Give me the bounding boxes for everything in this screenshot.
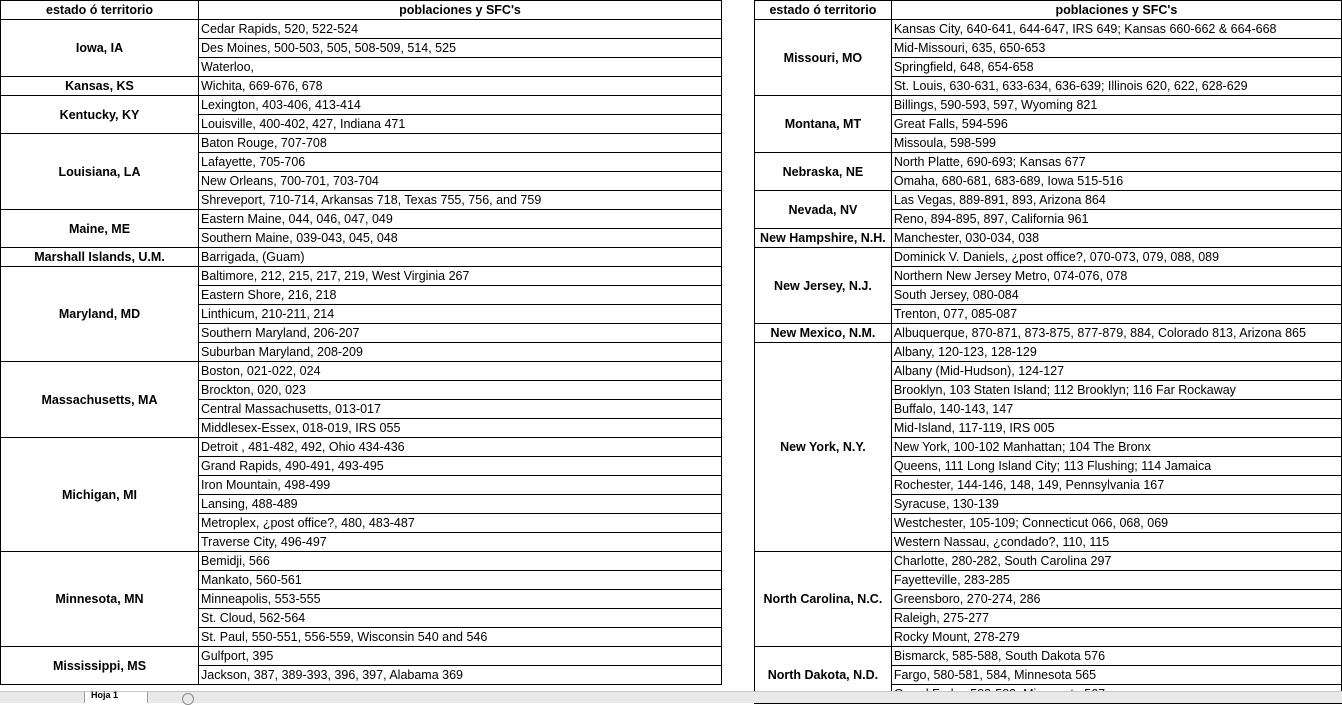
city-cell[interactable]: St. Cloud, 562-564 [199,609,722,628]
city-cell[interactable]: Middlesex-Essex, 018-019, IRS 055 [199,419,722,438]
left-table-body [1,20,722,685]
table-row [1,552,722,571]
table-row [1,362,722,381]
city-cell[interactable]: Albany, 120-123, 128-129 [891,343,1341,362]
table-row [755,552,1342,571]
sheet-tab[interactable] [84,692,148,703]
city-cell[interactable]: North Platte, 690-693; Kansas 677 [891,153,1341,172]
city-cell[interactable]: Greensboro, 270-274, 286 [891,590,1341,609]
city-cell[interactable]: Gulfport, 395 [199,647,722,666]
city-cell[interactable]: Linthicum, 210-211, 214 [199,305,722,324]
state-cell[interactable]: Marshall Islands, U.M. [1,248,199,267]
state-cell[interactable]: Missouri, MO [755,20,892,96]
city-cell[interactable]: Albuquerque, 870-871, 873-875, 877-879, 884, Colorado 813, Arizona 865 [891,324,1341,343]
city-cell[interactable]: Southern Maryland, 206-207 [199,324,722,343]
table-row [755,96,1342,115]
state-cell[interactable]: Montana, MT [755,96,892,153]
city-cell[interactable]: Omaha, 680-681, 683-689, Iowa 515-516 [891,172,1341,191]
city-cell[interactable]: Charlotte, 280-282, South Carolina 297 [891,552,1341,571]
city-cell[interactable]: Traverse City, 496-497 [199,533,722,552]
state-cell[interactable]: New York, N.Y. [755,343,892,552]
city-cell[interactable]: Westchester, 105-109; Connecticut 066, 068, 069 [891,514,1341,533]
sheet-tab-label: Hoja 1 [91,690,119,700]
city-cell[interactable]: Jackson, 387, 389-393, 396, 397, Alabama 369 [199,666,722,685]
state-cell[interactable]: Nevada, NV [755,191,892,229]
city-cell[interactable]: Brockton, 020, 023 [199,381,722,400]
table-row [1,267,722,286]
city-cell[interactable]: Billings, 590-593, 597, Wyoming 821 [891,96,1341,115]
city-cell[interactable]: Reno, 894-895, 897, California 961 [891,210,1341,229]
city-cell[interactable]: Louisville, 400-402, 427, Indiana 471 [199,115,722,134]
state-column-header[interactable]: estado ó territorio [755,1,892,20]
city-cell[interactable]: Eastern Shore, 216, 218 [199,286,722,305]
city-cell[interactable]: Minneapolis, 553-555 [199,590,722,609]
table-row [755,324,1342,343]
table-row [755,647,1342,666]
table-row [1,20,722,39]
city-cell[interactable]: Northern New Jersey Metro, 074-076, 078 [891,267,1341,286]
table-row [1,647,722,666]
city-cell[interactable]: Buffalo, 140-143, 147 [891,400,1341,419]
table-row [755,153,1342,172]
state-cell[interactable]: Iowa, IA [1,20,199,77]
state-cell[interactable]: Maryland, MD [1,267,199,362]
city-cell[interactable]: Suburban Maryland, 208-209 [199,343,722,362]
city-cell[interactable]: Wichita, 669-676, 678 [199,77,722,96]
city-cell[interactable]: New Orleans, 700-701, 703-704 [199,172,722,191]
table-row [755,229,1342,248]
column-gap [722,0,754,702]
city-cell[interactable]: Mid-Missouri, 635, 650-653 [891,39,1341,58]
city-cell[interactable]: Albany (Mid-Hudson), 124-127 [891,362,1341,381]
state-cell[interactable]: New Hampshire, N.H. [755,229,892,248]
city-cell[interactable]: New York, 100-102 Manhattan; 104 The Bronx [891,438,1341,457]
city-cell[interactable]: Trenton, 077, 085-087 [891,305,1341,324]
table-row [755,20,1342,39]
city-cell[interactable]: Lafayette, 705-706 [199,153,722,172]
city-cell[interactable]: Great Falls, 594-596 [891,115,1341,134]
city-cell[interactable]: St. Paul, 550-551, 556-559, Wisconsin 540 and 546 [199,628,722,647]
city-cell[interactable]: Metroplex, ¿post office?, 480, 483-487 [199,514,722,533]
city-cell[interactable]: Barrigada, (Guam) [199,248,722,267]
city-cell[interactable]: Shreveport, 710-714, Arkansas 718, Texas 755, 756, and 759 [199,191,722,210]
state-cell[interactable]: Michigan, MI [1,438,199,552]
city-cell[interactable]: Rochester, 144-146, 148, 149, Pennsylvania 167 [891,476,1341,495]
table-row [1,210,722,229]
city-cell[interactable]: Bismarck, 585-588, South Dakota 576 [891,647,1341,666]
city-cell[interactable]: Manchester, 030-034, 038 [891,229,1341,248]
state-column-header[interactable]: estado ó territorio [1,1,199,20]
city-cell[interactable]: Dominick V. Daniels, ¿post office?, 070-073, 079, 088, 089 [891,248,1341,267]
city-cell[interactable]: St. Louis, 630-631, 633-634, 636-639; Illinois 620, 622, 628-629 [891,77,1341,96]
city-cell[interactable]: Raleigh, 275-277 [891,609,1341,628]
table-row [755,343,1342,362]
city-cell[interactable]: Springfield, 648, 654-658 [891,58,1341,77]
city-cell[interactable]: Mid-Island, 117-119, IRS 005 [891,419,1341,438]
state-cell[interactable]: Mississippi, MS [1,647,199,685]
sheet-tab-bar [0,691,1342,703]
city-cell[interactable]: Grand Rapids, 490-491, 493-495 [199,457,722,476]
state-cell[interactable]: Nebraska, NE [755,153,892,191]
city-cell[interactable]: South Jersey, 080-084 [891,286,1341,305]
city-cell[interactable]: Queens, 111 Long Island City; 113 Flushing; 114 Jamaica [891,457,1341,476]
right-table-body [755,20,1342,704]
table-row [755,248,1342,267]
state-cell[interactable]: New Jersey, N.J. [755,248,892,324]
city-cell[interactable]: Missoula, 598-599 [891,134,1341,153]
state-cell[interactable]: North Dakota, N.D. [755,647,892,704]
city-cell[interactable]: Des Moines, 500-503, 505, 508-509, 514, 525 [199,39,722,58]
city-cell[interactable]: Waterloo, [199,58,722,77]
city-cell[interactable]: Southern Maine, 039-043, 045, 048 [199,229,722,248]
city-cell[interactable]: Brooklyn, 103 Staten Island; 112 Brooklyn; 116 Far Rockaway [891,381,1341,400]
city-cell[interactable]: Bemidji, 566 [199,552,722,571]
city-cell[interactable]: Mankato, 560-561 [199,571,722,590]
header-row [755,1,1342,20]
state-cell[interactable]: Minnesota, MN [1,552,199,647]
city-cell[interactable]: Baton Rouge, 707-708 [199,134,722,153]
city-cell[interactable]: Iron Mountain, 498-499 [199,476,722,495]
table-row [1,77,722,96]
city-cell[interactable]: Kansas City, 640-641, 644-647, IRS 649; Kansas 660-662 & 664-668 [891,20,1341,39]
table-row [1,96,722,115]
city-cell[interactable]: Las Vegas, 889-891, 893, Arizona 864 [891,191,1341,210]
state-cell[interactable]: Massachusetts, MA [1,362,199,438]
state-cell[interactable]: Kansas, KS [1,77,199,96]
state-cell[interactable]: New Mexico, N.M. [755,324,892,343]
state-cell[interactable]: Kentucky, KY [1,96,199,134]
state-cell[interactable]: North Carolina, N.C. [755,552,892,647]
city-cell[interactable]: Lansing, 488-489 [199,495,722,514]
city-cell[interactable]: Rocky Mount, 278-279 [891,628,1341,647]
city-cell[interactable]: Western Nassau, ¿condado?, 110, 115 [891,533,1341,552]
add-sheet-icon[interactable] [182,693,194,705]
city-cell[interactable]: Lexington, 403-406, 413-414 [199,96,722,115]
city-cell[interactable]: Central Massachusetts, 013-017 [199,400,722,419]
city-cell[interactable]: Boston, 021-022, 024 [199,362,722,381]
table-row [1,134,722,153]
cities-column-header[interactable]: poblaciones y SFC's [199,1,722,20]
city-cell[interactable]: Cedar Rapids, 520, 522-524 [199,20,722,39]
state-cell[interactable]: Louisiana, LA [1,134,199,210]
state-cell[interactable]: Maine, ME [1,210,199,248]
city-cell[interactable]: Eastern Maine, 044, 046, 047, 049 [199,210,722,229]
cities-column-header[interactable]: poblaciones y SFC's [891,1,1341,20]
right-zip-table [754,0,1342,704]
table-row [755,191,1342,210]
city-cell[interactable]: Fayetteville, 283-285 [891,571,1341,590]
table-row [1,438,722,457]
city-cell[interactable]: Syracuse, 130-139 [891,495,1341,514]
header-row [1,1,722,20]
city-cell[interactable]: Fargo, 580-581, 584, Minnesota 565 [891,666,1341,685]
table-row [1,248,722,267]
city-cell[interactable]: Detroit , 481-482, 492, Ohio 434-436 [199,438,722,457]
city-cell[interactable]: Baltimore, 212, 215, 217, 219, West Virginia 267 [199,267,722,286]
